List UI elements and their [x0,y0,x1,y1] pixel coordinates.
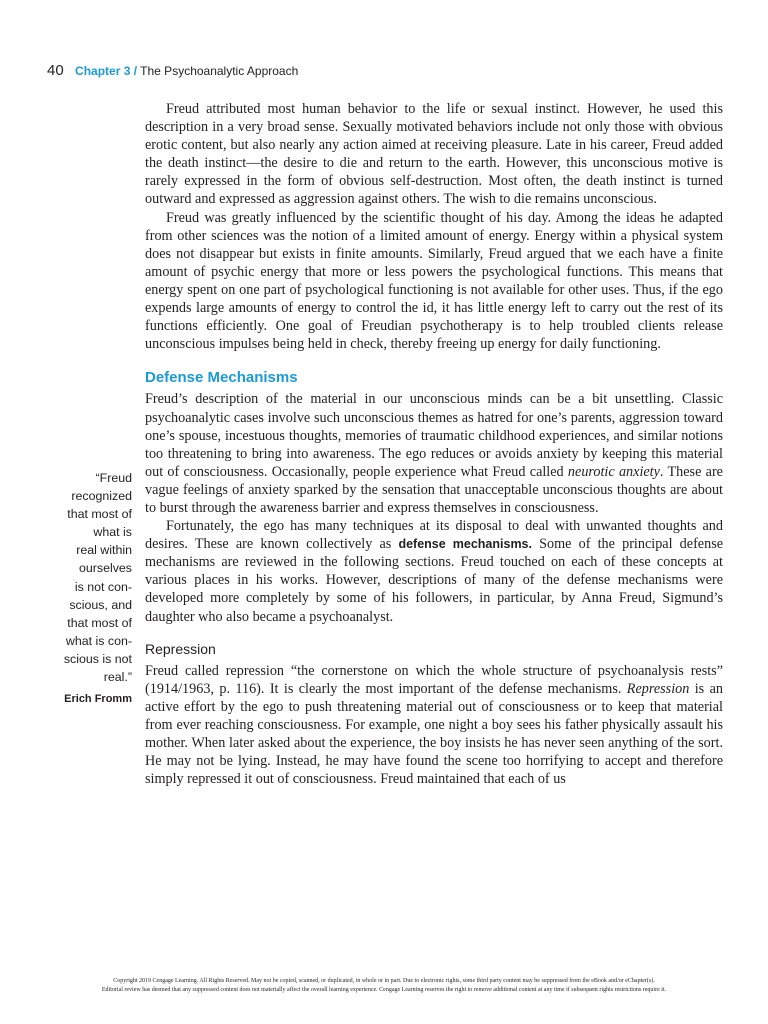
main-text-column [145,100,723,788]
quote-line: what is [93,525,132,540]
term-neurotic-anxiety: neurotic anxiety [567,463,660,480]
quote-line: scious, and [69,597,132,612]
paragraph-defense-mechanisms: Fortunately, the ego has many techniques at its disposal to deal with unwanted thoughts and desires. These are known collectively as defense mechanisms. Some of the principal defense mechanisms are reviewed in the following sections. Freud touched on each of these concepts at various places in his works. However, descriptions of many of the defense mechanisms were developed more completely by some of his followers, in particular, by Anna Freud, Sigmund’s daughter who also became a psychoanalyst. [145,518,724,625]
quote-line: “Freud [95,471,132,485]
margin-quote [40,469,132,708]
key-term-defense-mechanisms: defense mechanisms. [398,537,532,552]
copyright-line-2: Editorial review has deemed that any suppressed content does not materially affect the overall learning experience. Cengage Learning reserves the right to remove additional content at any time if subsequent rights restrictions require it. [101,987,667,993]
quote-line: scious is not [63,651,132,666]
quote-line: real.” [103,670,132,685]
quote-line: recognized [71,489,132,504]
page-number: 40 [47,62,64,79]
chapter-title: The Psychoanalytic Approach [140,64,299,78]
paragraph-repression: Freud called repression “the cornerstone on which the whole structure of psychoanalysis rests” (1914/1963, p. 116). It is clearly the most important of the defense mechanisms. Repression is an active effort by the ego to push threatening material out of consciousness or to keep that material from ever reaching consciousness. For example, one night a boy sees his father physically assault his mother. When later asked about the experience, the boy insists he has never seen anything of the sort. He may not be lying. Instead, he may have found the scene too horrifying to accept and therefore simply repressed it out of consciousness. Freud maintained that each of us [145,662,723,788]
quote-line: ourselves [78,561,132,576]
subsection-heading-repression: Repression [145,640,216,657]
quote-author: Erich Fromm [64,693,132,706]
quote-line: that most of [67,615,132,630]
quote-line: is not con- [74,579,132,594]
running-header [47,62,298,79]
paragraph-life-instinct: Freud attributed most human behavior to the life or sexual instinct. However, he used this description in a very broad sense. Sexually motivated behaviors include not only those with obvious erotic content, but also nearly any action aimed at receiving pleasure. Late in his career, Freud added the death instinct—the desire to die and return to the earth. However, this unconscious motive is rarely expressed in the form of obvious self-destruction. Most often, the death instinct is turned outward and expressed as aggression against others. The wish to die remains unconscious. [145,101,723,208]
quote-line: what is con- [65,633,132,648]
section-heading-defense-mechanisms: Defense Mechanisms [145,369,298,387]
chapter-label: Chapter 3 / [75,64,138,78]
paragraph-psychic-energy: Freud was greatly influenced by the scientific thought of his day. Among the ideas he adapted from other sciences was the notion of a limited amount of energy. Energy within a physical system does not disappear but exists in finite amounts. Similarly, Freud argued that we each have a finite amount of psychic energy that more or less powers the psychological functions. This means that energy spent on one part of psychological functioning is not available for other uses. Thus, if the ego expends large amounts of energy to control the id, it has little energy left to carry out the rest of its functions efficiently. One goal of Freudian psychotherapy is to help troubled clients release unconscious impulses being held in check, thereby freeing up energy for daily functioning. [145,209,723,353]
copyright-line-1: Copyright 2019 Cengage Learning. All Rights Reserved. May not be copied, scanned, or duplicated, in whole or in part. Due to electronic rights, some third party content may be suppressed from the eBook and/or eChapter(s). [113,978,655,984]
paragraph-unconscious-material: Freud’s description of the material in our unconscious minds can be a bit unsettling. Classic psychoanalytic cases involve such unconscious themes as hatred for one’s parents, aggression toward one’s spouse, incestuous thoughts, memories of traumatic childhood experiences, and similar notions too threatening to bring into awareness. The ego reduces or avoids anxiety by keeping this material out of consciousness. Occasionally, people experience what Freud called neurotic anxiety. These are vague feelings of anxiety sparked by the sensation that unacceptable unconscious thoughts are about to burst through the awareness barrier and express themselves in consciousness. [145,391,723,516]
term-repression: Repression [626,680,690,697]
quote-line: that most of [67,507,132,522]
quote-line: real within [76,543,132,558]
copyright-notice [0,977,768,995]
